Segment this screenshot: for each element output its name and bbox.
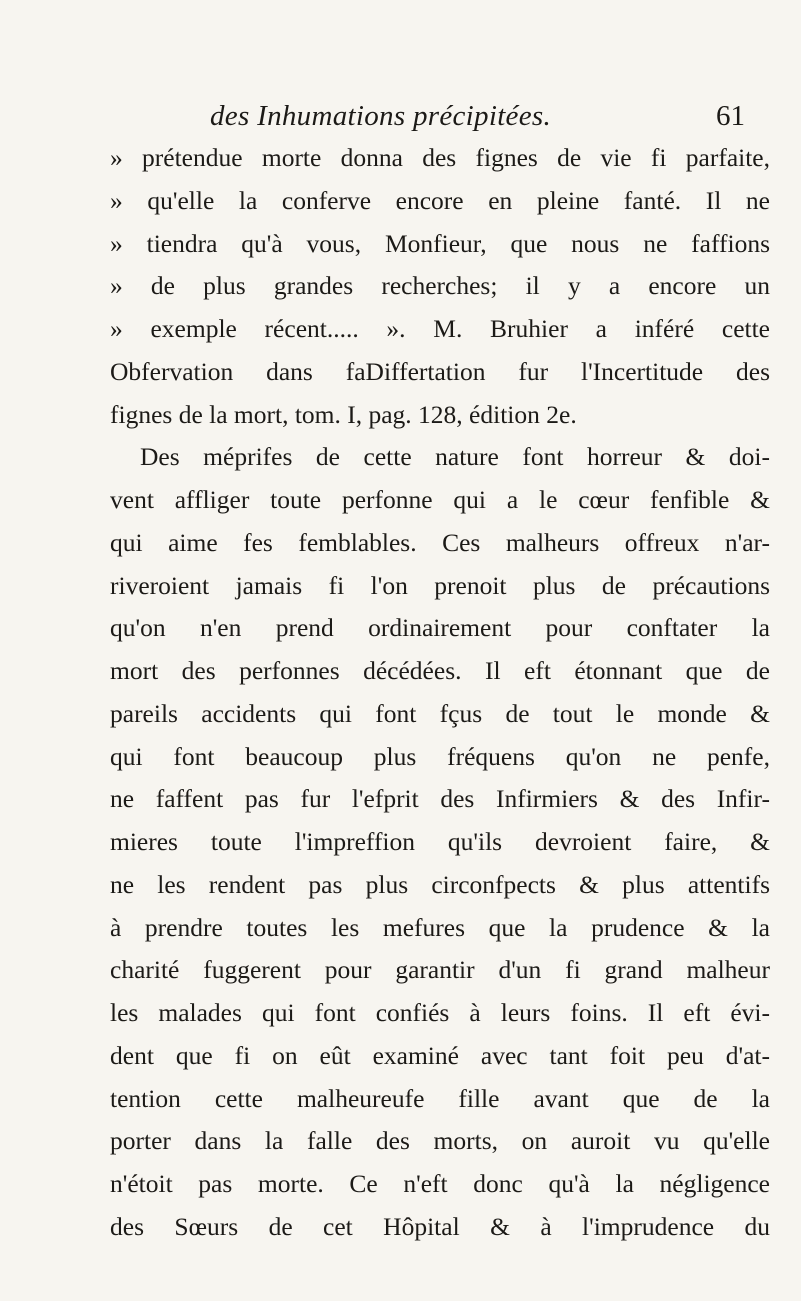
text-line: mieres toute l'impreffion qu'ils devroient faire, & [110,827,770,856]
text-line: qu'on n'en prend ordinairement pour conftater la [110,613,770,643]
text-line: » exemple récent..... ». M. Bruhier a inféré cette [110,314,770,343]
body-text [110,137,770,1249]
text-line: » de plus grandes recherches; il y a encore un [110,271,770,301]
text-line: vent affliger toute perfonne qui a le cœur fenfible & [110,485,770,514]
text-line: charité fuggerent pour garantir d'un fi grand malheur [110,955,770,985]
text-line: fignes de la mort, tom. I, pag. 128, édition 2e. [110,399,577,429]
text-line: à prendre toutes les mefures que la prudence & la [110,912,770,942]
text-line: Obfervation dans faDiffertation fur l'Incertitude des [110,356,770,386]
text-line: les malades qui font confiés à leurs foins. Il eft évi- [110,998,770,1027]
text-line: Des méprifes de cette nature font horreur & doi- [140,442,770,472]
text-line: » prétendue morte donna des fignes de vie fi parfaite, [110,143,770,172]
page-number: 61 [716,100,745,132]
text-line: » tiendra qu'à vous, Monfieur, que nous ne faffions [110,228,770,258]
text-line: des Sœurs de cet Hôpital & à l'imprudence du [110,1211,770,1241]
text-line: ne les rendent pas plus circonfpects & plus attentifs [110,869,770,899]
text-line: pareils accidents qui font fçus de tout le monde & [110,698,770,728]
text-line: ne faffent pas fur l'efprit des Infirmiers & des Infir- [110,784,770,814]
text-line: » qu'elle la conferve encore en pleine fanté. Il ne [110,185,770,215]
text-line: n'étoit pas morte. Ce n'eft donc qu'à la négligence [110,1169,770,1198]
text-line: porter dans la falle des morts, on auroit vu qu'elle [110,1126,770,1156]
text-line: qui font beaucoup plus fréquens qu'on ne penfe, [110,741,770,771]
text-line: qui aime fes femblables. Ces malheurs offreux n'ar- [110,527,770,557]
running-title: des Inhumations précipitées. [210,100,552,132]
text-line: mort des perfonnes décédées. Il eft étonnant que de [110,656,770,685]
text-line: tention cette malheureufe fille avant que de la [110,1083,770,1113]
text-line: riveroient jamais fi l'on prenoit plus de précautions [110,570,770,600]
page-header [0,100,801,140]
text-line: dent que fi on eût examiné avec tant foit peu d'at- [110,1040,770,1070]
